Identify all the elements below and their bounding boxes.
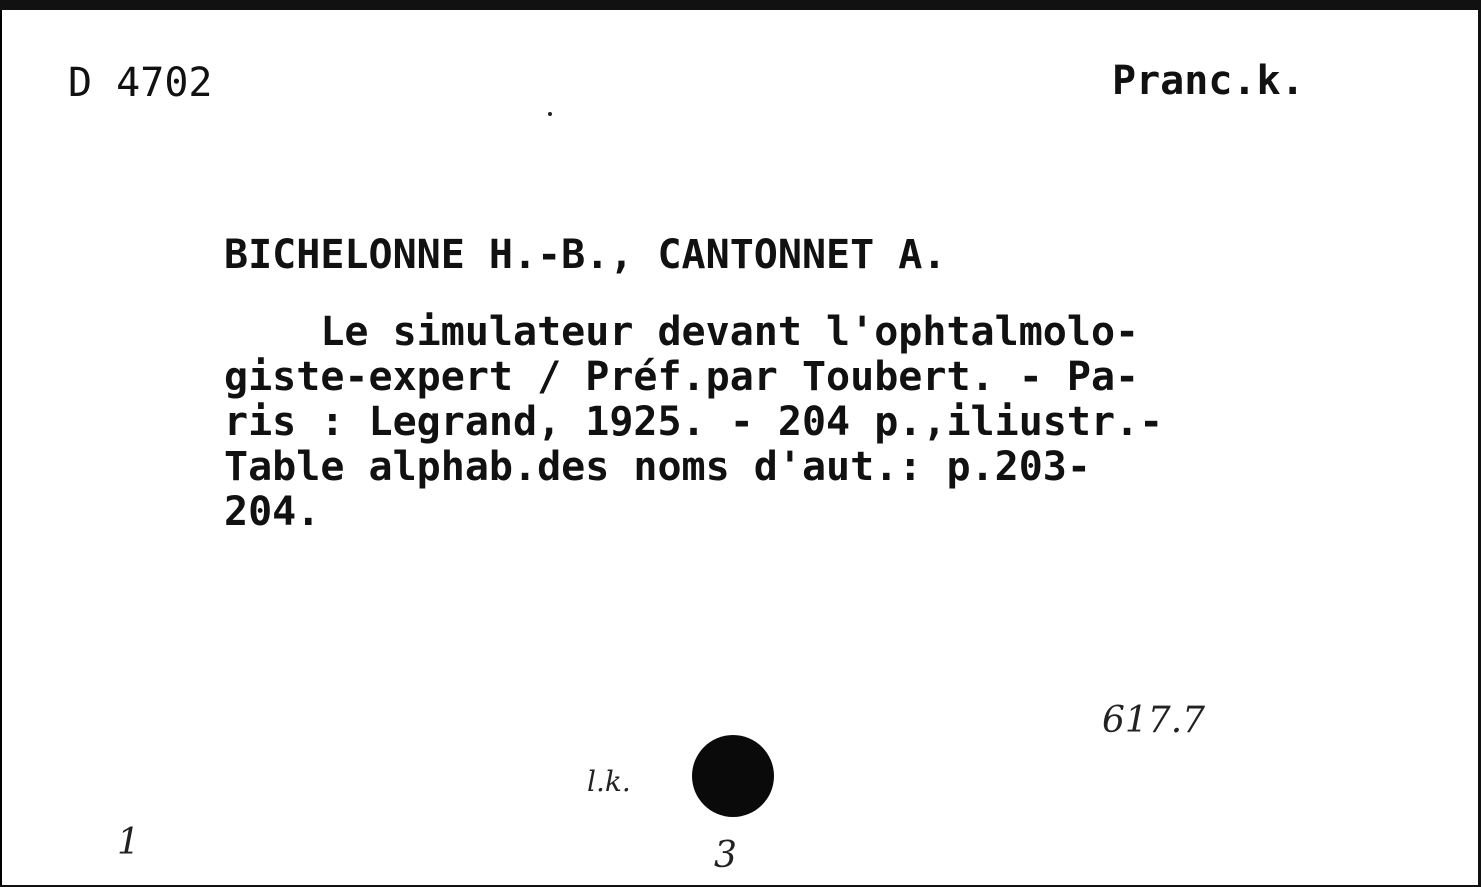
description-line: giste-expert / Préf.par Toubert. - Pa- [224,354,1140,400]
author-heading: BICHELONNE H.-B., CANTONNET A. [224,232,947,278]
description-line: ris : Legrand, 1925. - 204 p.,iliustr.- [224,399,1164,445]
description-line: 204. [224,489,321,535]
collection-mark: Pranc.k. [1112,58,1305,104]
ink-dot [548,112,552,116]
call-number: D 4702 [68,60,213,106]
catalog-card [0,10,1478,885]
punch-hole [692,735,774,817]
handwritten-shelf-note: l.k. [587,765,631,798]
description-line: Le simulateur devant l'ophtalmolo- [224,309,1140,355]
handwritten-copy-number: 3 [714,835,737,876]
handwritten-class-number: 617.7 [1102,700,1206,741]
handwritten-volume: 1 [117,822,140,863]
bibliographic-description [224,310,1163,535]
description-line: Table alphab.des noms d'aut.: p.203- [224,444,1091,490]
